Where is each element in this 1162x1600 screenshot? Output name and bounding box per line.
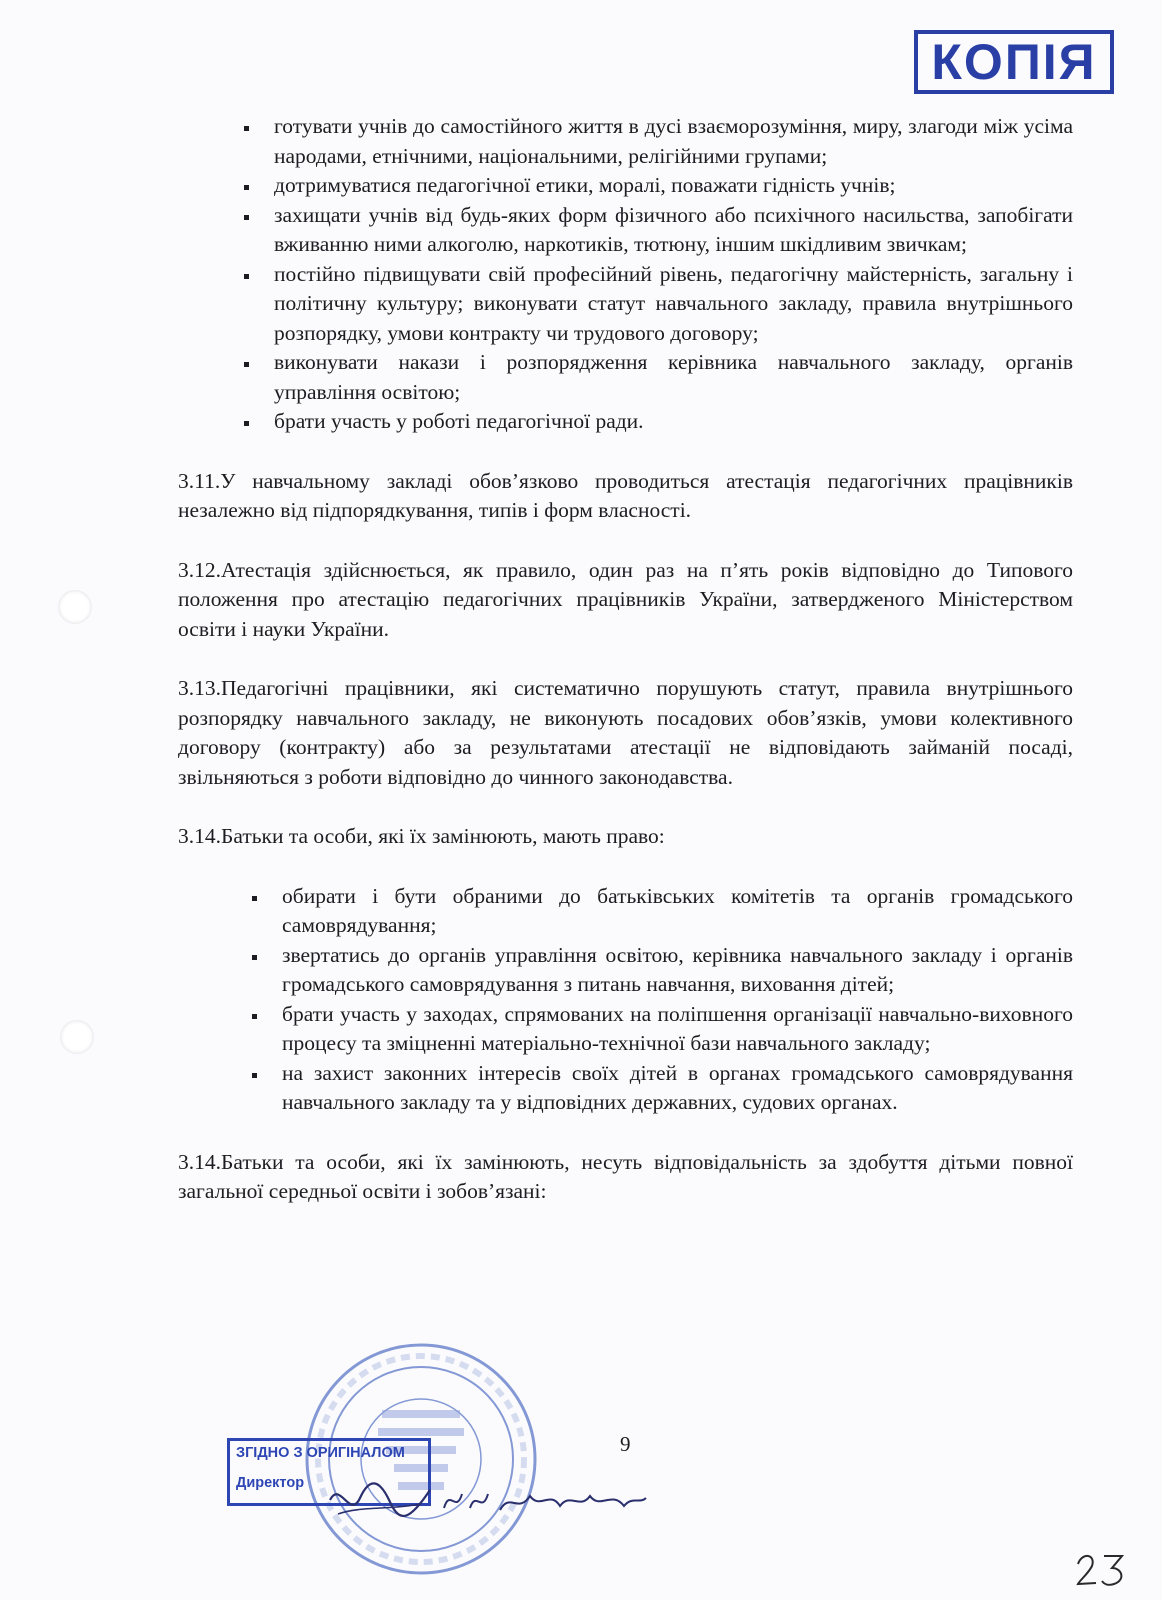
paragraph-3-13: 3.13.Педагогічні працівники, які систематично порушують статут, правила внутрішнього розпорядку навчального закладу, не виконують посадових обов’язків, умови колективного договору (контракту) або за результатами атестації не відповідають займаній посаді, звільняються з роботи відповідно до чинного законодавства. <box>178 676 1073 789</box>
list-item: постійно підвищувати свій професійний рівень, педагогічну майстерність, загальну і політичну культуру; виконувати статут навчального закладу, правила внутрішнього розпорядку, умови контракту чи трудового договору; <box>274 260 1073 349</box>
list-item: брати участь у роботі педагогічної ради. <box>274 407 1073 437</box>
handwritten-page-count <box>1074 1550 1130 1590</box>
list-item: брати участь у заходах, спрямованих на поліпшення організації навчально-виховного процесу та зміцненні матеріально-технічної бази навчального закладу; <box>282 1000 1073 1059</box>
list-item: обирати і бути обраними до батьківських комітетів та органів громадського самоврядування; <box>282 882 1073 941</box>
stamp-director: Директор <box>236 1475 305 1491</box>
paragraph-3-14-duties: 3.14.Батьки та особи, які їх замінюють, несуть відповідальність за здобуття дітьми повної загальної середньої освіти і зобов’язані: <box>178 1149 1073 1203</box>
page-number: 9 <box>620 1432 631 1456</box>
paragraph-3-12: 3.12.Атестація здійснюється, як правило, один раз на п’ять років відповідно до Типового положення про атестацію педагогічних працівників України, затвердженого Міністерством освіти і науки України. <box>178 557 1073 641</box>
punch-hole <box>58 590 92 624</box>
copy-stamp: КОПІЯ <box>914 30 1114 94</box>
list-item: на захист законних інтересів своїх дітей в органах громадського самоврядування навчального закладу та у відповідних державних, судових органах. <box>282 1059 1073 1118</box>
list-item: виконувати накази і розпорядження керівника навчального закладу, органів управління освітою; <box>274 348 1073 407</box>
teacher-duties-list <box>274 112 1073 437</box>
handwritten-name <box>440 1480 650 1520</box>
list-item: готувати учнів до самостійного життя в дусі взаєморозуміння, миру, злагоди між усіма народами, етнічними, національними, релігійними групами; <box>274 112 1073 171</box>
list-item: звертатись до органів управління освітою, керівника навчального закладу і органів громадського самоврядування з питань навчання, виховання дітей; <box>282 941 1073 1000</box>
signature <box>320 1470 440 1530</box>
parent-rights-list <box>282 882 1073 1118</box>
stamp-title: ЗГІДНО З ОРИГІНАЛОМ <box>236 1445 405 1461</box>
paragraph-3-14-rights: 3.14.Батьки та особи, які їх замінюють, мають право: <box>178 824 665 848</box>
list-item: захищати учнів від будь-яких форм фізичного або психічного насильства, запобігати вживанню ними алкоголю, наркотиків, тютюну, іншим шкідливим звичкам; <box>274 201 1073 260</box>
list-item: дотримуватися педагогічної етики, моралі, поважати гідність учнів; <box>274 171 1073 201</box>
document-body <box>178 112 1073 1207</box>
paragraph-3-11: 3.11.У навчальному закладі обов’язково проводиться атестація педагогічних працівників незалежно від підпорядкування, типів і форм власності. <box>178 468 1073 522</box>
punch-hole <box>60 1020 94 1054</box>
